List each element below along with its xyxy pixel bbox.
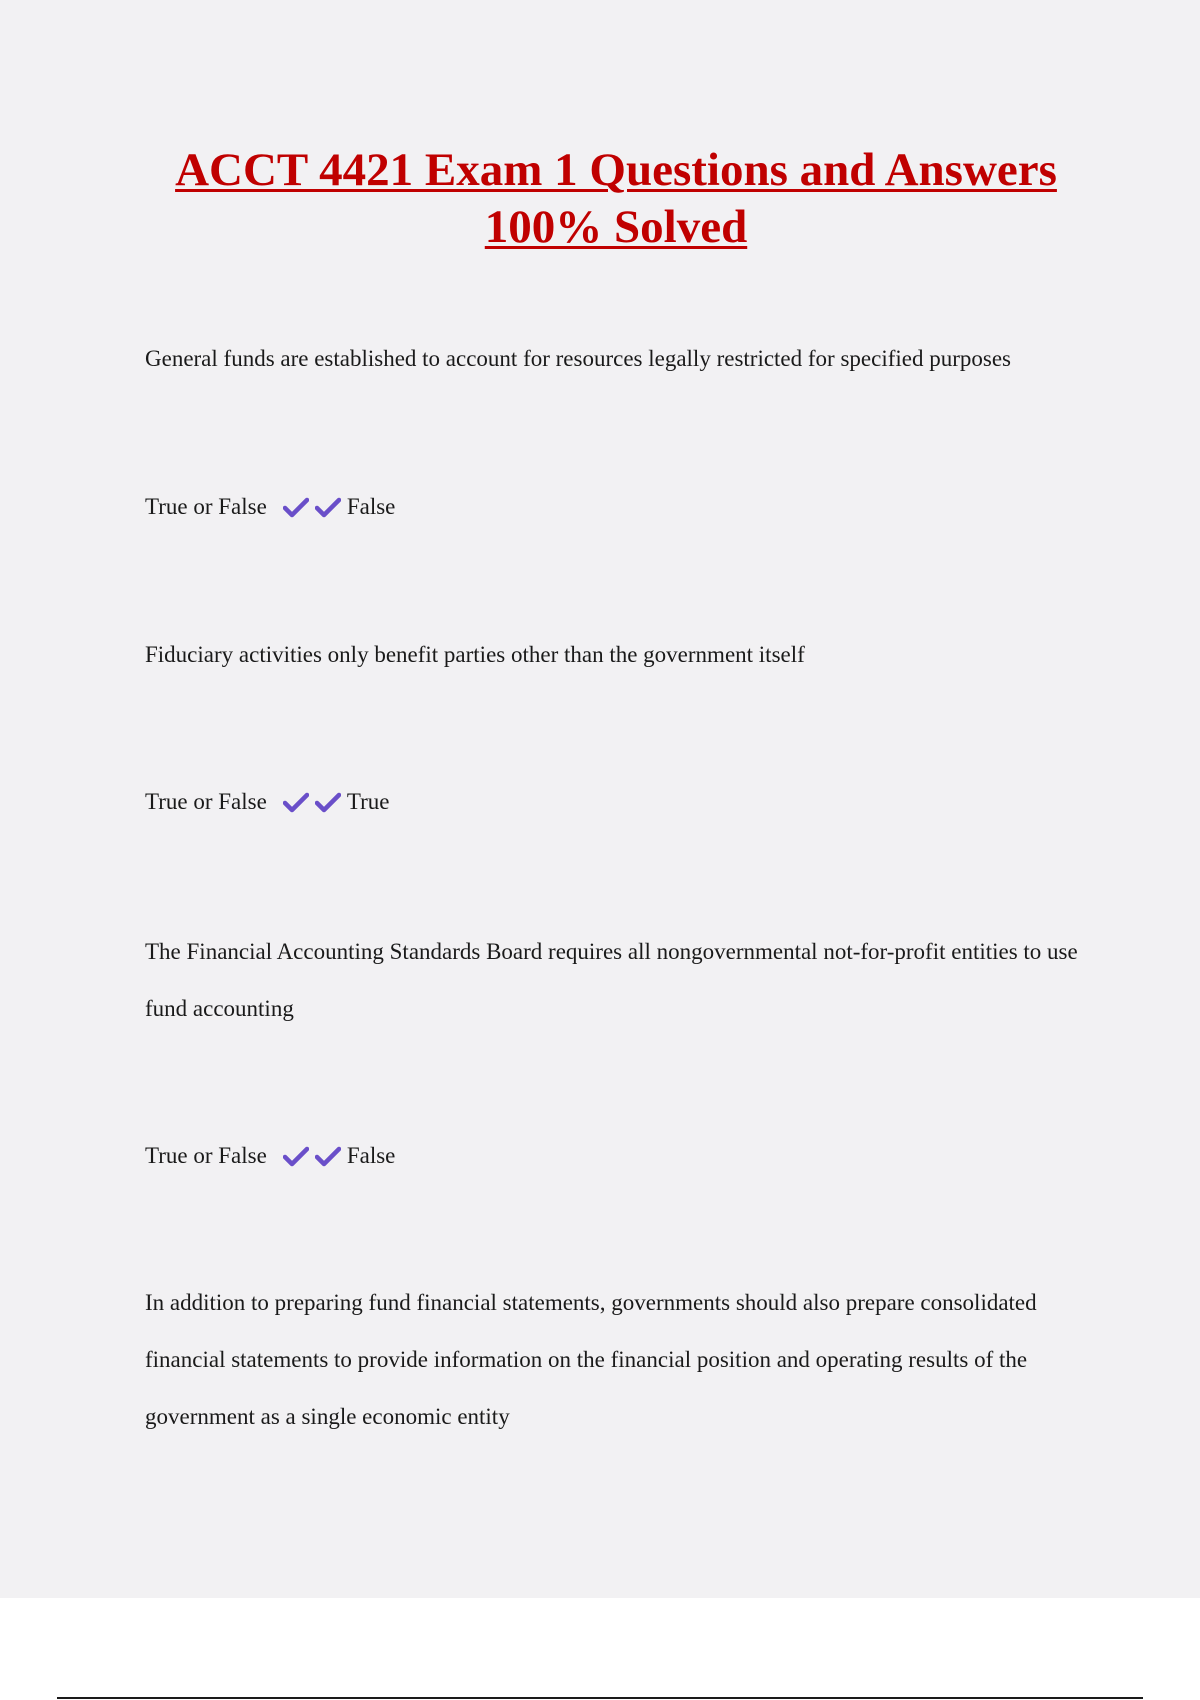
question-1: General funds are established to account for resources legally restricted for specified purposes <box>145 346 1011 371</box>
check-icon <box>283 791 309 813</box>
check-icon <box>283 1145 309 1167</box>
answer-value: True <box>346 789 390 814</box>
answer-line-2 <box>145 773 1095 830</box>
question-2: Fiduciary activities only benefit parties other than the government itself <box>145 642 805 667</box>
answer-value: False <box>346 1143 396 1168</box>
answer-prompt: True or False <box>145 789 267 814</box>
document-title <box>100 142 1132 256</box>
title-line-2: 100% Solved <box>484 201 748 253</box>
question-3: The Financial Accounting Standards Board requires all nongovernmental not-for-profit entities to use fund accounting <box>145 939 1078 1021</box>
check-icon <box>315 1145 341 1167</box>
check-icon <box>315 791 341 813</box>
answer-prompt: True or False <box>145 1143 267 1168</box>
footer-divider <box>57 1697 1143 1699</box>
answer-line-3 <box>145 1127 1095 1184</box>
check-icon <box>315 496 341 518</box>
answer-value: False <box>346 494 396 519</box>
answer-line-1 <box>145 478 1095 535</box>
check-icon <box>283 496 309 518</box>
answer-prompt: True or False <box>145 494 267 519</box>
question-4: In addition to preparing fund financial statements, governments should also prepare consolidated financial statements to provide information on the financial position and operating results of the government as a single economic entity <box>145 1290 1037 1429</box>
title-line-1: ACCT 4421 Exam 1 Questions and Answers <box>175 144 1057 196</box>
